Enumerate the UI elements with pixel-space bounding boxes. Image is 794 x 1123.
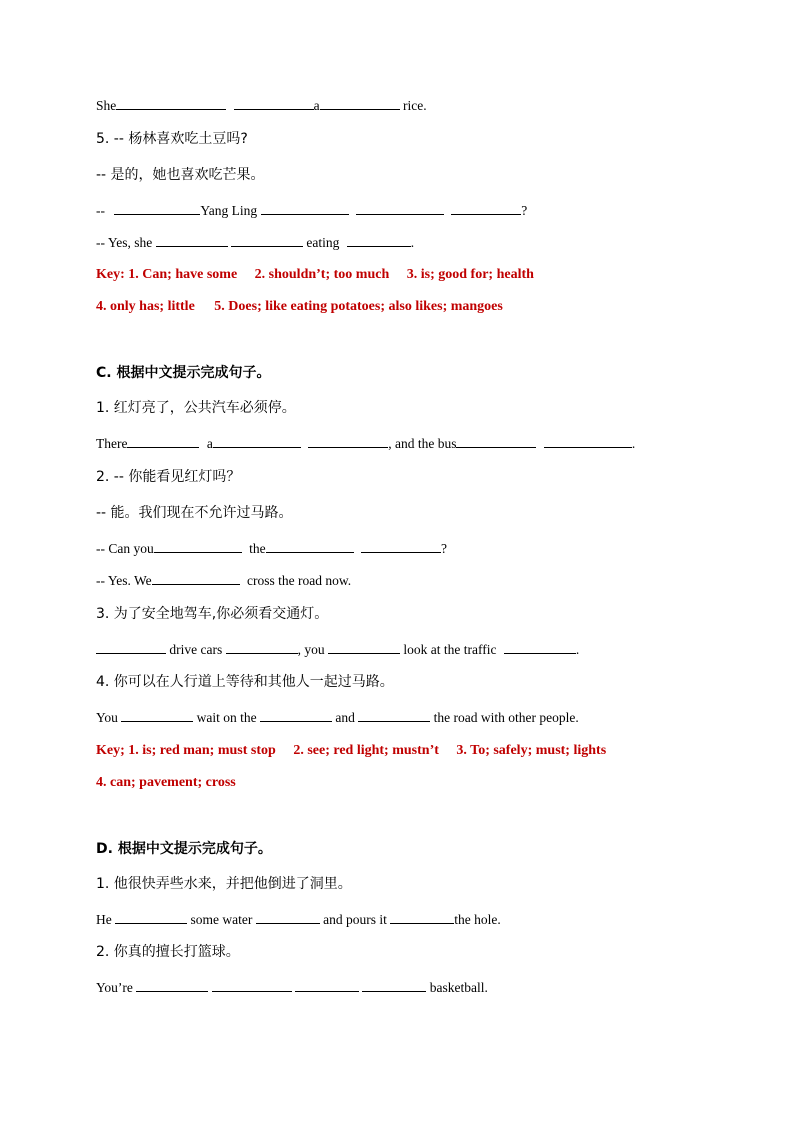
text: -- Can you (96, 541, 154, 556)
b-q5-prompt (96, 130, 248, 148)
text: Yang Ling (200, 203, 258, 218)
key-answer: mangoes (450, 299, 503, 314)
text: You (96, 710, 118, 725)
text: wait on the (196, 710, 257, 725)
text: . (410, 235, 415, 250)
answer-blank[interactable] (212, 979, 292, 992)
answer-blank[interactable] (356, 202, 444, 215)
text: some water (190, 912, 253, 927)
text: There (96, 436, 128, 451)
key-answer: 5. Does; (214, 299, 262, 314)
key-answer: have some (175, 267, 238, 282)
text: a (206, 436, 213, 451)
key-answer: 4. can; (96, 775, 136, 790)
answer-blank[interactable] (261, 202, 349, 215)
text: the road with other people. (433, 710, 579, 725)
key-answer: good for; (438, 267, 494, 282)
answer-blank[interactable] (226, 641, 298, 654)
text: drive cars (169, 642, 223, 657)
text: She (96, 98, 117, 113)
text: You’re (96, 980, 133, 995)
text: cross the road now. (247, 573, 352, 588)
answer-blank[interactable] (451, 202, 521, 215)
text: -- Yes. We (96, 573, 152, 588)
answer-blank[interactable] (156, 234, 228, 247)
answer-blank[interactable] (115, 911, 187, 924)
answer-blank[interactable] (456, 435, 536, 448)
key-answer: must; (535, 743, 570, 758)
chinese-prompt: 杨林喜欢吃土豆吗? (128, 131, 248, 147)
text: -- Yes, she (96, 235, 153, 250)
b-q4-sentence (96, 97, 427, 115)
c-q2-sentence-1 (96, 540, 447, 558)
text: He (96, 912, 112, 927)
answer-blank[interactable] (358, 709, 430, 722)
key-answer: like eating potatoes; (265, 299, 385, 314)
key-answer: 1. Can; (128, 267, 172, 282)
key-answer: must stop (217, 743, 276, 758)
key-answer: lights (573, 743, 607, 758)
c-answer-key-line-2 (96, 774, 236, 792)
answer-blank[interactable] (121, 709, 193, 722)
text: the hole. (454, 912, 501, 927)
key-answer: 4. only has; (96, 299, 165, 314)
key-answer: also likes; (388, 299, 448, 314)
answer-blank[interactable] (256, 911, 320, 924)
c-q2-sentence-2 (96, 572, 351, 590)
key-answer: red man; (159, 743, 215, 758)
key-answer: pavement; (139, 775, 203, 790)
key-label: Key: (96, 267, 125, 282)
key-answer: 2. see; (293, 743, 330, 758)
c-q1-prompt: 1. 红灯亮了，公共汽车必须停。 (96, 400, 296, 416)
answer-blank[interactable] (260, 709, 332, 722)
answer-blank[interactable] (213, 435, 301, 448)
text: . (631, 436, 636, 451)
b-q5-prompt-2: -- 是的，她也喜欢吃芒果。 (96, 167, 265, 183)
key-answer: 3. To; (456, 743, 490, 758)
text: eating (306, 235, 340, 250)
text: rice. (403, 98, 427, 113)
question-number: 5. -- (96, 131, 124, 147)
answer-blank[interactable] (136, 979, 208, 992)
c-q2-prompt-2: -- 能。我们现在不允许过马路。 (96, 505, 293, 521)
text: ? (521, 203, 528, 218)
text: and (335, 710, 355, 725)
text: look at the traffic (403, 642, 497, 657)
key-answer: 2. shouldn’t; (254, 267, 331, 282)
answer-blank[interactable] (295, 979, 359, 992)
key-answer: too much (333, 267, 390, 282)
answer-blank[interactable] (127, 435, 199, 448)
answer-blank[interactable] (362, 979, 426, 992)
d-q1-sentence (96, 911, 501, 929)
answer-blank[interactable] (152, 572, 240, 585)
answer-blank[interactable] (116, 97, 226, 110)
answer-blank[interactable] (390, 911, 454, 924)
c-q3-prompt: 3. 为了安全地驾车,你必须看交通灯。 (96, 606, 329, 622)
answer-blank[interactable] (320, 97, 400, 110)
text: the (249, 541, 266, 556)
d-q1-prompt: 1. 他很快弄些水来，并把他倒进了洞里。 (96, 876, 352, 892)
answer-blank[interactable] (328, 641, 400, 654)
answer-blank[interactable] (154, 540, 242, 553)
c-answer-key-line-1 (96, 742, 606, 760)
c-q1-sentence (96, 435, 635, 453)
text: and pours it (323, 912, 387, 927)
b-answer-key-line-1 (96, 266, 534, 284)
d-q2-prompt: 2. 你真的擅长打篮球。 (96, 944, 240, 960)
key-answer: cross (205, 775, 236, 790)
c-q4-sentence (96, 709, 579, 727)
text: basketball. (429, 980, 488, 995)
key-answer: health (496, 267, 534, 282)
b-q5-sentence-1 (96, 202, 527, 220)
answer-blank[interactable] (114, 202, 200, 215)
key-answer: mustn’t (392, 743, 439, 758)
text: -- (96, 203, 105, 218)
key-label: Key; (96, 743, 125, 758)
text: . (575, 642, 580, 657)
text: ? (441, 541, 447, 556)
answer-blank[interactable] (544, 435, 632, 448)
b-q5-sentence-2 (96, 234, 414, 252)
answer-blank[interactable] (308, 435, 388, 448)
text: , and the bus (388, 436, 457, 451)
c-q4-prompt: 4. 你可以在人行道上等待和其他人一起过马路。 (96, 674, 394, 690)
c-q2-prompt-1: 2. -- 你能看见红灯吗？ (96, 469, 241, 485)
answer-blank[interactable] (234, 97, 314, 110)
answer-blank[interactable] (266, 540, 354, 553)
text: a (313, 98, 320, 113)
key-answer: safely; (493, 743, 533, 758)
answer-blank[interactable] (361, 540, 441, 553)
d-q2-sentence (96, 979, 488, 997)
key-answer: little (167, 299, 195, 314)
b-answer-key-line-2 (96, 298, 503, 316)
key-answer: 1. is; (128, 743, 157, 758)
key-answer: 3. is; (406, 267, 435, 282)
text: , you (297, 642, 325, 657)
section-d-heading: D. 根据中文提示完成句子。 (96, 841, 272, 857)
answer-blank[interactable] (96, 641, 166, 654)
c-q3-sentence (96, 641, 579, 659)
section-c-heading: C. 根据中文提示完成句子。 (96, 365, 271, 381)
answer-blank[interactable] (347, 234, 411, 247)
answer-blank[interactable] (504, 641, 576, 654)
answer-blank[interactable] (231, 234, 303, 247)
key-answer: red light; (333, 743, 389, 758)
